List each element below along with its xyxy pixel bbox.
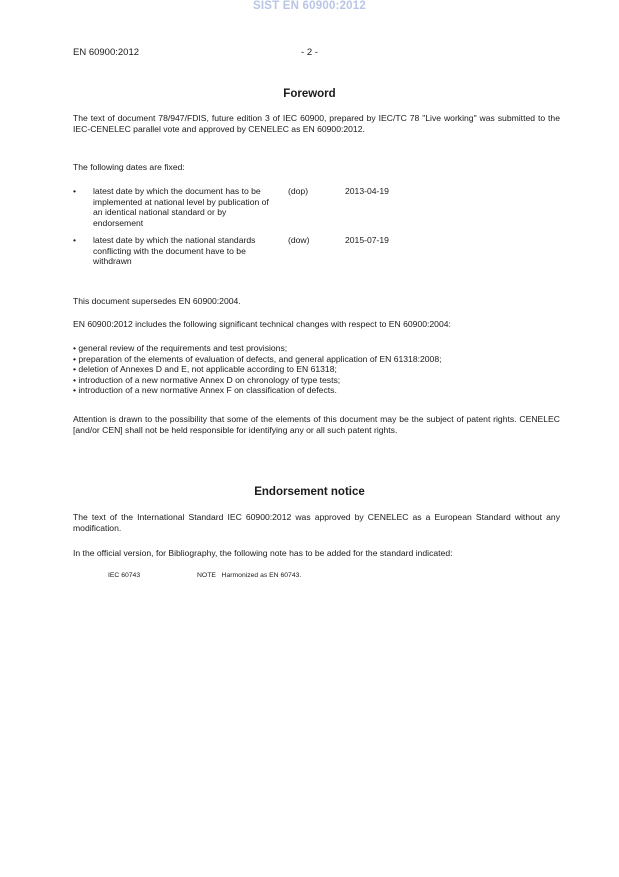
- bullet-marker: •: [73, 235, 77, 245]
- page-number: - 2 -: [301, 47, 318, 58]
- date-item-date: 2013-04-19: [345, 186, 389, 196]
- changes-intro: EN 60900:2012 includes the following significant technical changes with respect to EN 60900:2004:: [73, 319, 451, 329]
- list-item: • general review of the requirements and test provisions;: [73, 343, 288, 353]
- changes-list: [73, 343, 563, 396]
- list-item: • introduction of a new normative Annex D on chronology of type tests;: [73, 374, 341, 385]
- date-item-code: (dow): [288, 235, 310, 245]
- note-reference: IEC 60743: [108, 572, 141, 579]
- note-text: NOTE Harmonized as EN 60743.: [197, 572, 302, 579]
- date-item-dow: [73, 235, 563, 269]
- bullet-marker: •: [73, 186, 77, 196]
- date-item-text: latest date by which the document has to be implemented at national level by publication of an identical national standard or by endorsement: [93, 186, 269, 228]
- date-item-date: 2015-07-19: [345, 235, 389, 245]
- dates-intro: The following dates are fixed:: [73, 162, 185, 172]
- watermark: SIST EN 60900:2012: [253, 0, 366, 12]
- date-item-text: latest date by which the national standards conflicting with the document have to be withdrawn: [93, 235, 256, 267]
- list-item: • preparation of the elements of evaluation of defects, and general application of EN 61318:2008;: [73, 353, 442, 364]
- list-item: • deletion of Annexes D and E, not applicable according to EN 61318;: [73, 364, 337, 375]
- list-item: • introduction of a new normative Annex F on classification of defects.: [73, 385, 337, 396]
- supersedes-statement: This document supersedes EN 60900:2004.: [73, 296, 241, 306]
- endorsement-paragraph: The text of the International Standard IEC 60900:2012 was approved by CENELEC as a European Standard without any modification.: [73, 512, 560, 533]
- date-item-code: (dop): [288, 186, 309, 196]
- patent-notice-paragraph: Attention is drawn to the possibility that some of the elements of this document may be the subject of patent rights. CENELEC [and/or CEN] shall not be held responsible for identifying any or all such patent rights.: [73, 414, 560, 435]
- foreword-intro-paragraph: The text of document 78/947/FDIS, future edition 3 of IEC 60900, prepared by IEC/TC 78 "Live working" was submitted to the IEC-CENELEC parallel vote and approved by CENELEC as EN 60900:2012.: [73, 113, 560, 134]
- foreword-title: Foreword: [283, 88, 336, 100]
- date-item-dop: [73, 186, 563, 230]
- bibliography-note: [0, 572, 619, 582]
- bibliography-intro: In the official version, for Bibliography, the following note has to be added for the standard indicated:: [73, 548, 453, 558]
- running-header-doc-id: EN 60900:2012: [73, 47, 140, 58]
- endorsement-title: Endorsement notice: [254, 486, 365, 498]
